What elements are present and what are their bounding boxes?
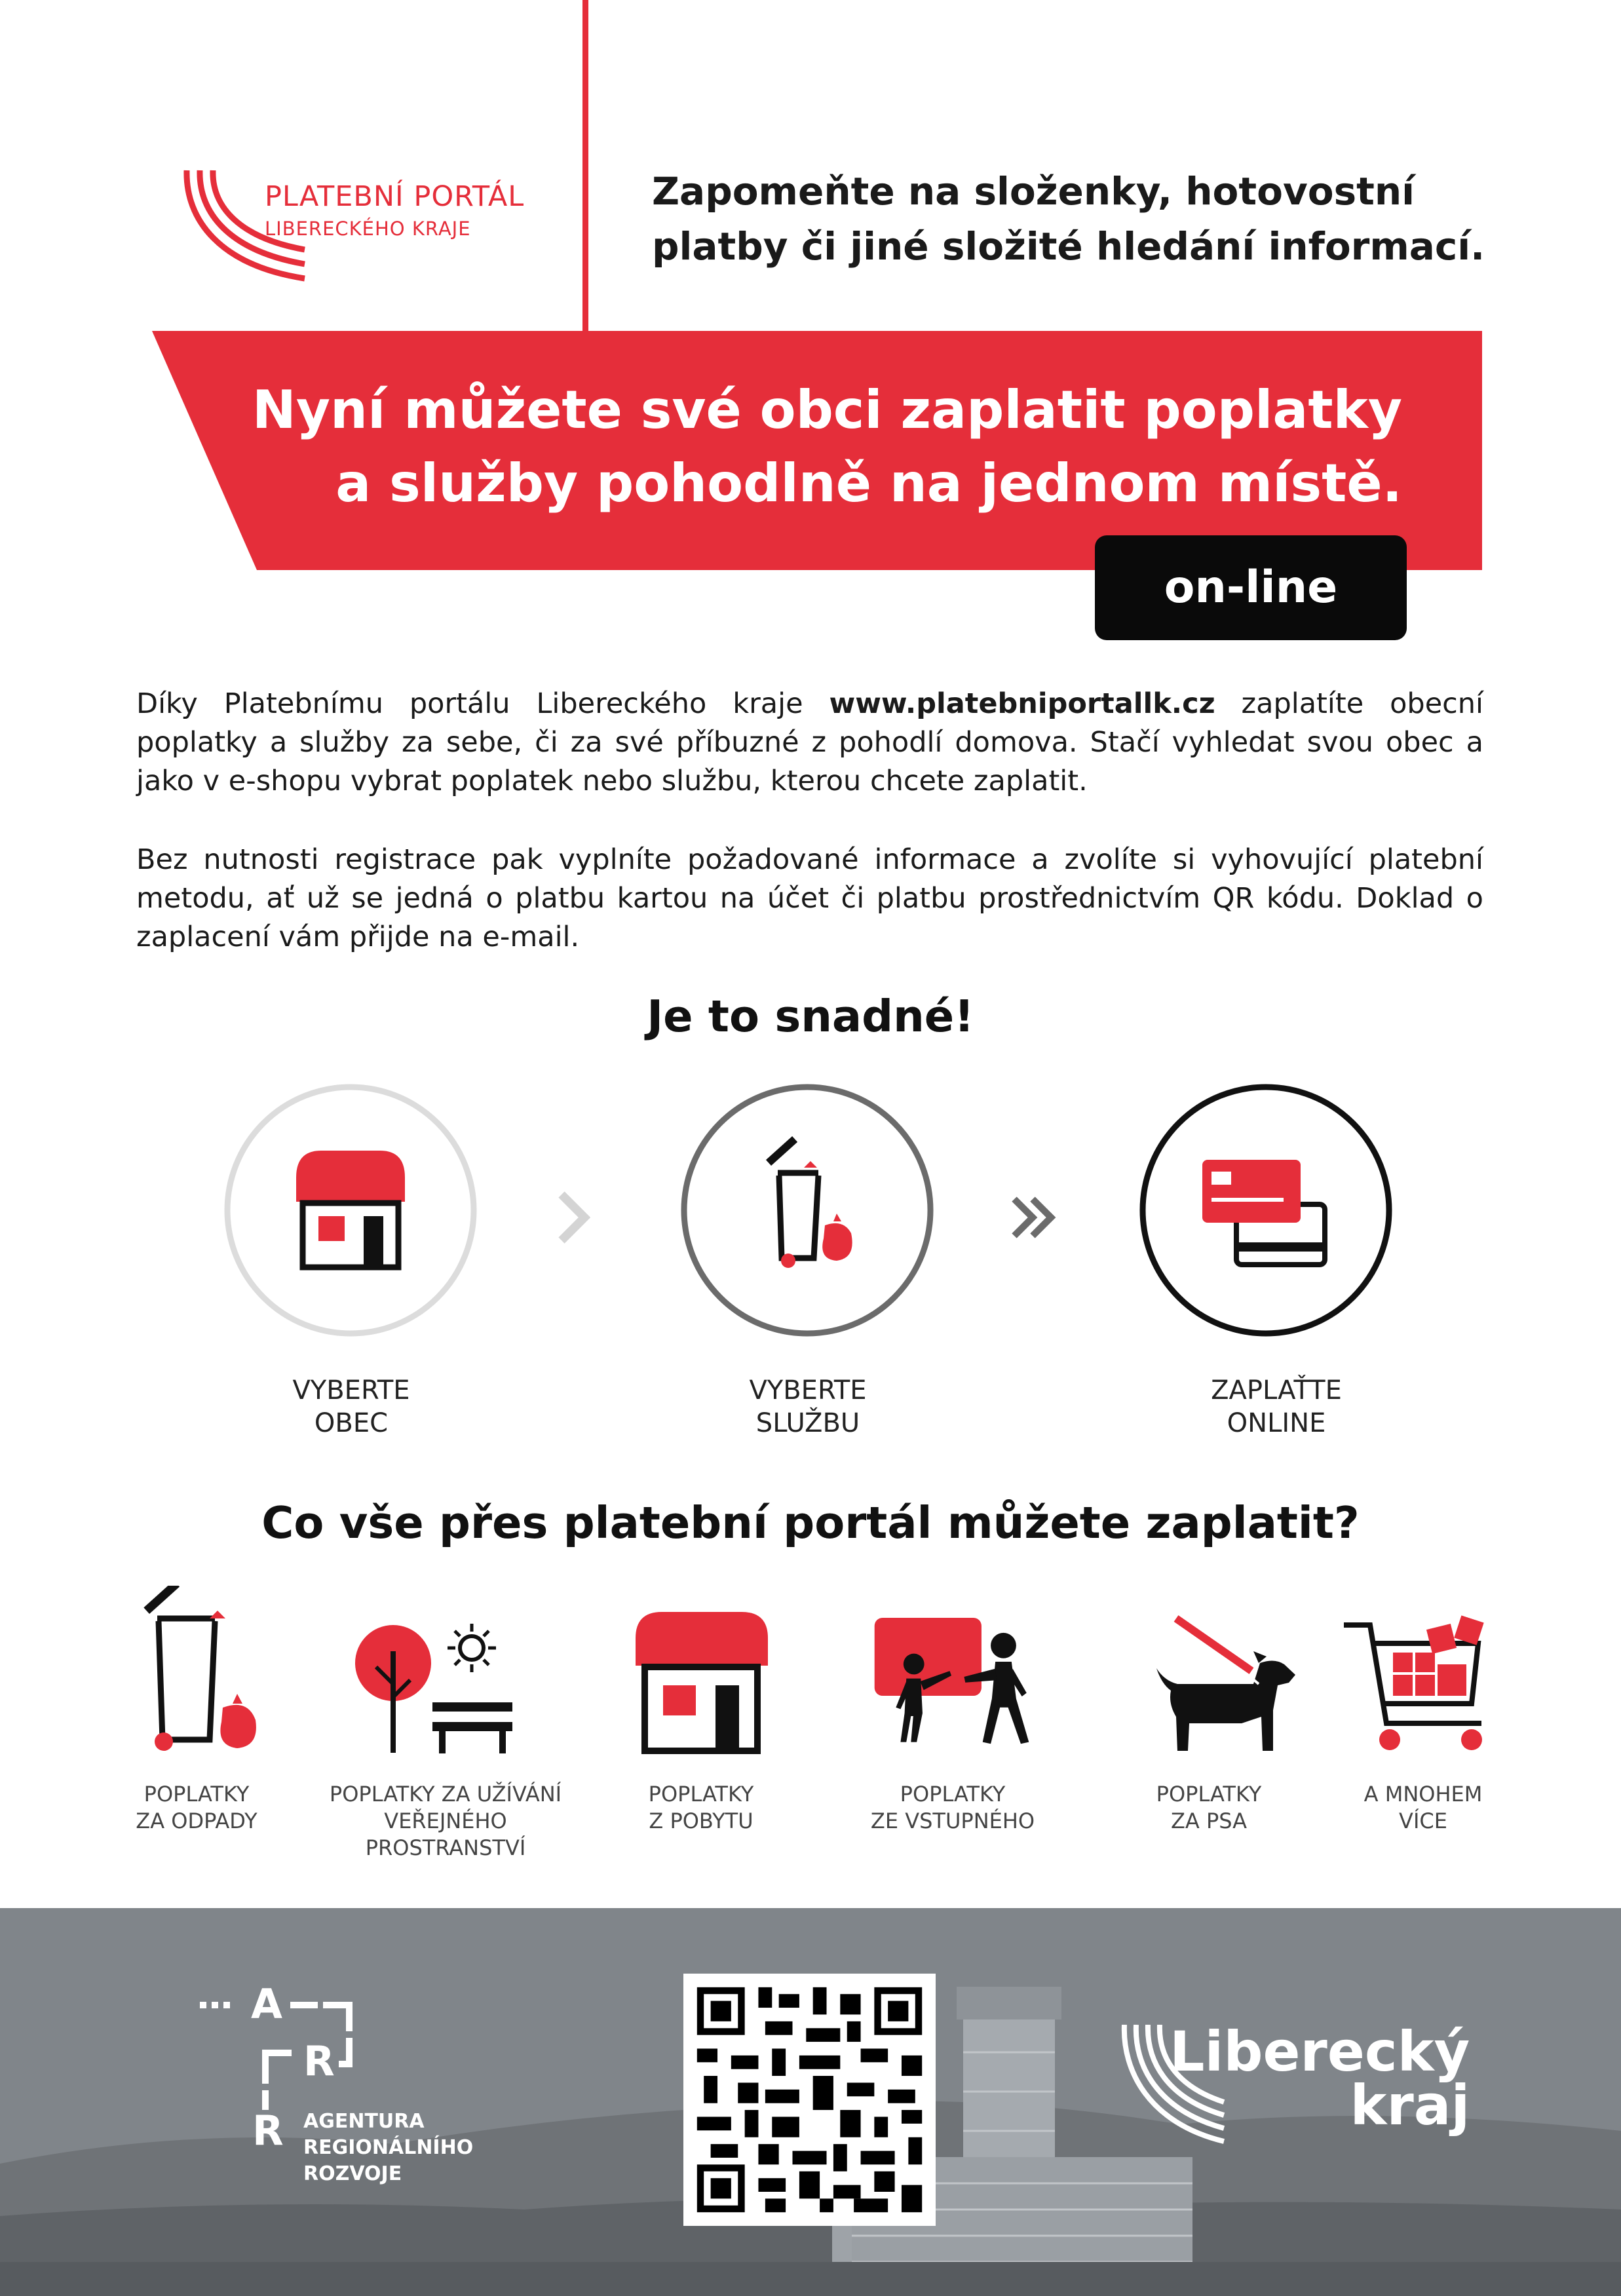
category-label-waste: POPLATKY ZA ODPADY — [136, 1782, 257, 1833]
portal-url-link[interactable]: www.platebniportallk.cz — [829, 687, 1215, 720]
admission-icon — [849, 1596, 1045, 1767]
categories-heading: Co vše přes platební portál můžete zaplatit? — [261, 1497, 1360, 1548]
shopping-cart-icon — [1341, 1612, 1537, 1782]
category-label-stay: POPLATKY Z POBYTU — [648, 1782, 754, 1833]
house-icon — [604, 1599, 801, 1769]
category-label-dog: POPLATKY ZA PSA — [1156, 1782, 1262, 1833]
arr-logo-letter-r-lower: R — [252, 2107, 284, 2154]
header-divider — [582, 0, 588, 331]
payment-qr-code[interactable] — [683, 1974, 936, 2226]
header-tagline: Zapomeňte na složenky, hotovostní platby či jiné složité hledání informací. — [652, 169, 1485, 269]
portal-logo-title: PLATEBNÍ PORTÁL — [265, 180, 525, 213]
steps-heading: Je to snadné! — [647, 991, 974, 1042]
portal-logo-subtitle: LIBERECKÉHO KRAJE — [265, 218, 471, 240]
qr-code-icon — [683, 1974, 936, 2226]
category-label-more: A MNOHEM VÍCE — [1364, 1782, 1483, 1833]
intro-paragraph-2: Bez nutnosti registrace pak vyplníte požadované informace a zvolíte si vyhovující platební metodu, ať už se jedná o platbu kartou na účet či platbu prostřednictvím QR kódu. Doklad o zaplacení vám přijde na e-mail. — [136, 843, 1483, 953]
dog-icon — [1143, 1612, 1340, 1782]
online-badge: on-line — [1095, 535, 1407, 640]
house-icon — [223, 1082, 478, 1338]
chevron-right-icon — [548, 1185, 601, 1250]
public-space-icon — [347, 1612, 544, 1782]
category-label-admission: POPLATKY ZE VSTUPNÉHO — [870, 1782, 1035, 1833]
liberecky-kraj-logo-text: Liberecký kraj — [1170, 2019, 1470, 2137]
arr-logo-letter-a: A — [251, 1982, 282, 2028]
arr-logo-text: AGENTURA REGIONÁLNÍHO ROZVOJE — [303, 2110, 474, 2185]
double-chevron-right-icon — [1009, 1185, 1061, 1250]
payment-cards-icon — [1138, 1082, 1394, 1338]
intro-paragraph-1: Díky Platebnímu portálu Libereckého kraje www.platebniportallk.cz zaplatíte obecní poplatky a služby za sebe, či za své příbuzné z pohodlí domova. Stačí vyhledat svou obec a jako v e-shopu vybrat poplatek nebo službu, kterou chcete zaplatit. — [136, 687, 1483, 797]
step-label-select-municipality: VYBERTE OBEC — [292, 1375, 410, 1438]
waste-bin-icon — [98, 1586, 295, 1756]
category-label-public-space: POPLATKY ZA UŽÍVÁNÍ VEŘEJNÉHO PROSTRANSTVÍ — [329, 1782, 562, 1860]
trash-bin-icon — [679, 1082, 935, 1338]
arr-logo-letter-r-upper: R — [303, 2037, 335, 2085]
step-label-pay-online: ZAPLAŤTE ONLINE — [1211, 1375, 1342, 1438]
step-label-select-service: VYBERTE SLUŽBU — [749, 1375, 867, 1438]
headline-text: Nyní můžete své obci zaplatit poplatky a služby pohodlně na jednom místě. — [252, 379, 1402, 514]
